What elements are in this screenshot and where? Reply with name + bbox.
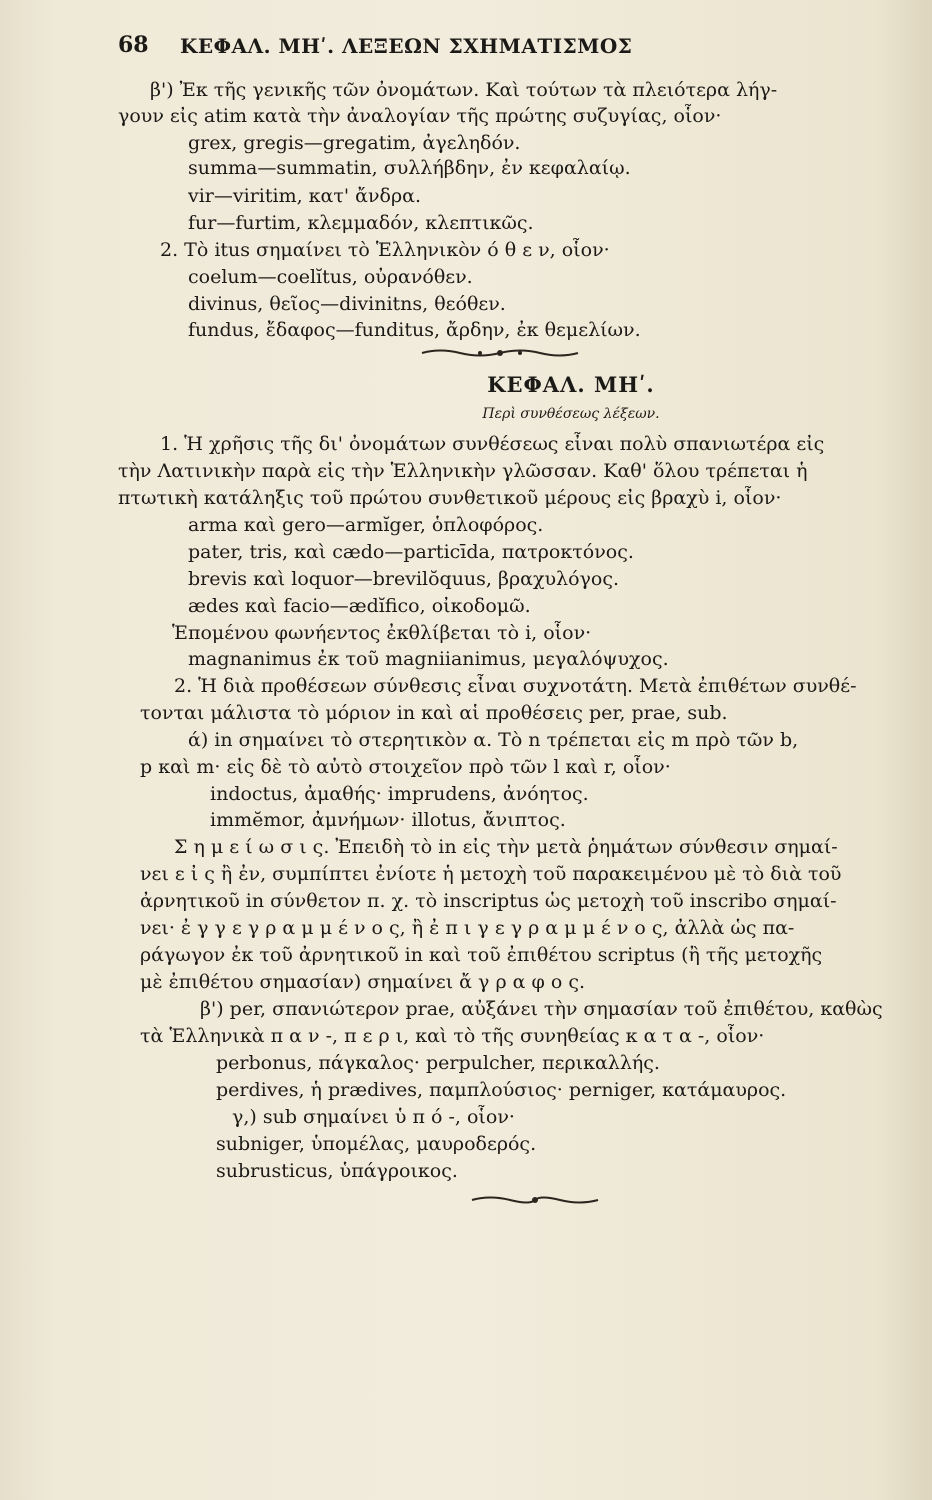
note-line: νει· ἐ γ γ ε γ ρ α μ μ έ ν ο ς, ἢ ἐ π ι γ ε γ ρ α μ μ έ ν ο ς, ἀλλὰ ὡς πα- (140, 917, 795, 939)
text-line: 1. Ἡ χρῆσις τῆς δι' ὀνομάτων συνθέσεως εἶναι πολὺ σπανιωτέρα εἰς (160, 433, 825, 455)
example-line: subniger, ὑπομέλας, μαυροδερός. (216, 1133, 537, 1155)
running-title: ΚΕΦΑΛ. ΜΗʹ. ΛΕΞΕΩΝ ΣΧΗΜΑΤΙΣΜΟΣ (180, 34, 633, 58)
example-line: pater, tris, καὶ cædo—particīda, πατροκτόνος. (188, 541, 634, 563)
text-line: γ,) sub σημαίνει ὑ π ό -, οἷον· (232, 1106, 515, 1128)
example-line: magnanimus ἐκ τοῦ magniianimus, μεγαλόψυχος. (188, 648, 669, 670)
example-line: indoctus, ἀμαθής· imprudens, ἀνόητος. (210, 783, 589, 805)
note-line: νει ε ἰ ς ἢ ἐν, συμπίπτει ἐνίοτε ἡ μετοχὴ τοῦ παρακειμένου μὲ τὸ διὰ τοῦ (140, 863, 842, 885)
example-line: fur—furtim, κλεμμαδόν, κλεπτικῶς. (188, 212, 534, 234)
text-line: ά) in σημαίνει τὸ στερητικὸν α. Τὸ n τρέπεται εἰς m πρὸ τῶν b, (188, 729, 799, 751)
text-line: τὴν Λατινικὴν παρὰ εἰς τὴν Ἑλληνικὴν γλῶσσαν. Καθ' ὅλου τρέπεται ἡ (118, 460, 808, 482)
note-line: μὲ ἐπιθέτου σημασίαν) σημαίνει ἄ γ ρ α φ ο ς. (140, 971, 586, 993)
note-line: Σ η μ ε ί ω σ ι ς. Ἐπειδὴ τὸ in εἰς τὴν μετὰ ῥημάτων σύνθεσιν σημαί- (174, 836, 838, 858)
example-line: vir—viritim, κατ' ἄνδρα. (188, 185, 422, 207)
example-line: arma καὶ gero—armĭger, ὁπλοφόρος. (188, 514, 544, 536)
text-line: τὰ Ἑλληνικὰ π α ν -, π ε ρ ι, καὶ τὸ τῆς συνηθείας κ α τ α -, οἷον· (140, 1025, 765, 1047)
example-line: ædes καὶ facio—ædĭfico, οἰκοδομῶ. (188, 595, 531, 617)
text-line: 2. Ἡ διὰ προθέσεων σύνθεσις εἶναι συχνοτάτη. Μετὰ ἐπιθέτων συνθέ- (174, 675, 857, 697)
text-line: τονται μάλιστα τὸ μόριον in καὶ αἱ προθέσεις per, prae, sub. (140, 702, 728, 724)
example-line: grex, gregis—gregatim, ἀγεληδόν. (188, 132, 521, 154)
note-line: ράγωγον ἐκ τοῦ ἀρνητικοῦ in καὶ τοῦ ἐπιθέτου scriptus (ἢ τῆς μετοχῆς (140, 944, 823, 966)
example-line: perdives, ἡ prædives, παμπλούσιος· perniger, κατάμαυρος. (216, 1079, 787, 1101)
text-line: γουν εἰς atim κατὰ τὴν ἀναλογίαν τῆς πρώτης συζυγίας, οἷον· (118, 105, 722, 127)
example-line: coelum—coelĭtus, οὐρανόθεν. (188, 266, 473, 288)
text-line: β') per, σπανιώτερον prae, αὐξάνει τὴν σημασίαν τοῦ ἐπιθέτου, καθὼς (200, 998, 883, 1020)
text-line: 2. Τὸ itus σημαίνει τὸ Ἑλληνικὸν ό θ ε ν, οἷον· (160, 239, 610, 261)
example-line: fundus, ἔδαφος—funditus, ἄρδην, ἐκ θεμελίων. (188, 319, 641, 341)
example-line: immĕmor, ἀμνήμων· illotus, ἄνιπτος. (210, 809, 566, 831)
ornament-divider (470, 1195, 600, 1205)
example-line: divinus, θεῖος—divinitns, θεόθεν. (188, 293, 506, 315)
running-header (118, 30, 892, 64)
text-line: β') Ἐκ τῆς γενικῆς τῶν ὀνομάτων. Καὶ τούτων τὰ πλειότερα λήγ- (150, 79, 778, 101)
example-line: perbonus, πάγκαλος· perpulcher, περικαλλής. (216, 1052, 660, 1074)
text-line: Ἑπομένου φωνήεντος ἐκθλίβεται τὸ i, οἷον· (172, 622, 592, 644)
ornament-divider (420, 348, 580, 358)
chapter-subtitle: Περὶ συνθέσεως λέξεων. (482, 406, 660, 422)
page-number: 68 (118, 32, 149, 58)
note-line: ἀρνητικοῦ in σύνθετον π. χ. τὸ inscriptus ὡς μετοχὴ τοῦ inscribo σημαί- (140, 890, 837, 912)
text-line: πτωτικὴ κατάληξις τοῦ πρώτου συνθετικοῦ μέρους εἰς βραχὺ i, οἷον· (118, 487, 782, 509)
example-line: summa—summatin, συλλήβδην, ἐν κεφαλαίῳ. (188, 157, 631, 179)
text-line: p καὶ m· εἰς δὲ τὸ αὐτὸ στοιχεῖον πρὸ τῶν l καὶ r, οἷον· (140, 756, 671, 778)
chapter-title: ΚΕΦΑΛ. ΜΗʹ. (487, 372, 655, 397)
example-line: brevis καὶ loquor—brevilŏquus, βραχυλόγος. (188, 568, 620, 590)
example-line: subrusticus, ὑπάγροικος. (216, 1160, 458, 1182)
